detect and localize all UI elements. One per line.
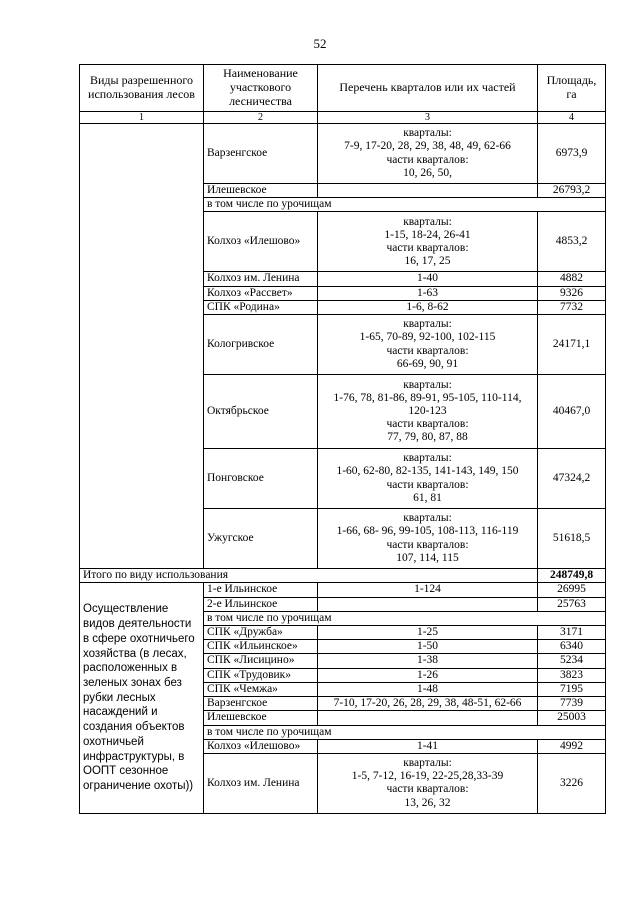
forest-use-table — [79, 64, 606, 814]
forestry-name: СПК «Чемжа» — [204, 682, 318, 696]
forestry-name: СПК «Лисицино» — [204, 654, 318, 668]
quarters-cell — [318, 286, 538, 300]
quarters-line: 77, 79, 80, 87, 88 — [387, 431, 468, 444]
area-value: 26793,2 — [538, 184, 606, 198]
area-value: 3823 — [538, 668, 606, 682]
area-value: 24171,1 — [538, 315, 606, 375]
quarters-line: кварталы: — [403, 215, 452, 228]
area-value: 4992 — [538, 739, 606, 753]
quarters-line: 1-124 — [414, 583, 441, 596]
quarters-line: кварталы: — [403, 378, 452, 391]
quarters-line: 107, 114, 115 — [396, 551, 459, 564]
forestry-name: Колхоз «Рассвет» — [204, 286, 318, 300]
quarters-line: кварталы: — [403, 452, 452, 465]
header-number: 2 — [204, 112, 318, 124]
area-value: 4853,2 — [538, 212, 606, 272]
quarters-cell — [318, 597, 538, 611]
quarters-line: части кварталов: — [386, 241, 469, 254]
quarters-line: 1-40 — [416, 272, 439, 285]
quarters-line: части кварталов: — [386, 344, 469, 357]
area-value: 25003 — [538, 711, 606, 725]
area-value: 9326 — [538, 286, 606, 300]
header-cell: Наименование участкового лесничества — [204, 65, 318, 112]
area-value: 4882 — [538, 272, 606, 286]
quarters-line: 7-9, 17-20, 28, 29, 38, 48, 49, 62-66 — [344, 140, 511, 153]
area-value: 6340 — [538, 640, 606, 654]
quarters-line: 1-26 — [416, 668, 439, 681]
area-value: 7195 — [538, 682, 606, 696]
forestry-name: Илешевское — [204, 184, 318, 198]
quarters-cell — [318, 697, 538, 711]
quarters-cell — [318, 124, 538, 184]
forestry-name: Колхоз «Илешово» — [204, 739, 318, 753]
total-label: Итого по виду использования — [80, 569, 538, 583]
quarters-cell — [318, 212, 538, 272]
quarters-line: 1-15, 18-24, 26-41 — [384, 228, 471, 241]
subheading-cell: в том числе по урочищам — [204, 198, 606, 212]
quarters-line: 1-48 — [416, 682, 439, 695]
forestry-name: Понговское — [204, 449, 318, 509]
quarters-line: 10, 26, 50, — [403, 166, 452, 179]
quarters-cell — [318, 640, 538, 654]
header-row — [80, 65, 606, 112]
quarters-cell — [318, 753, 538, 813]
table-row — [80, 124, 606, 184]
usage-type-cell: Осуществление видов деятельности в сфере охотничьего хозяйства (в лесах, расположенных в зеленых зонах без рубки лесных насаждений и создания объектов охотничьей инфраструктуры, в ООПТ сезонное ограничение охоты)) — [80, 583, 204, 814]
forestry-name: Октябрьское — [204, 375, 318, 449]
quarters-line: части кварталов: — [386, 783, 469, 796]
quarters-line: 1-50 — [416, 640, 439, 653]
area-value: 7732 — [538, 300, 606, 314]
forestry-name: СПК «Родина» — [204, 300, 318, 314]
area-value: 25763 — [538, 597, 606, 611]
quarters-line: 1-65, 70-89, 92-100, 102-115 — [359, 331, 496, 344]
quarters-line: 61, 81 — [413, 491, 442, 504]
quarters-cell — [318, 509, 538, 569]
table-row — [80, 583, 606, 597]
quarters-line: 7-10, 17-20, 26, 28, 29, 38, 48-51, 62-66 — [333, 697, 522, 710]
subheading-cell: в том числе по урочищам — [204, 725, 606, 739]
quarters-cell — [318, 625, 538, 639]
subheading-cell: в том числе по урочищам — [204, 611, 606, 625]
forestry-name: Ужугское — [204, 509, 318, 569]
quarters-line: 1-6, 8-62 — [406, 300, 449, 313]
quarters-line: 1-38 — [416, 654, 439, 667]
area-value: 3171 — [538, 625, 606, 639]
quarters-line: 1-5, 7-12, 16-19, 22-25,28,33-39 — [351, 770, 504, 783]
area-value: 5234 — [538, 654, 606, 668]
usage-type-cell — [80, 124, 204, 569]
quarters-line: 1-41 — [416, 739, 439, 752]
quarters-cell — [318, 668, 538, 682]
quarters-line: кварталы: — [403, 127, 452, 140]
header-cell: Площадь, га — [538, 65, 606, 112]
forestry-name: Колхоз им. Ленина — [204, 753, 318, 813]
forestry-name: Илешевское — [204, 711, 318, 725]
quarters-line: 1-60, 62-80, 82-135, 141-143, 149, 150 — [336, 465, 519, 478]
area-value: 3226 — [538, 753, 606, 813]
quarters-line: 13, 26, 32 — [404, 796, 451, 809]
area-value: 47324,2 — [538, 449, 606, 509]
area-value: 40467,0 — [538, 375, 606, 449]
quarters-line: 1-76, 78, 81-86, 89-91, 95-105, 110-114, — [333, 391, 522, 404]
area-value: 6973,9 — [538, 124, 606, 184]
area-value: 51618,5 — [538, 509, 606, 569]
forestry-name: Колхоз «Илешово» — [204, 212, 318, 272]
quarters-line: 1-25 — [416, 625, 439, 638]
quarters-cell — [318, 711, 538, 725]
header-number-row — [80, 112, 606, 124]
header-number: 3 — [318, 112, 538, 124]
quarters-line: части кварталов: — [386, 418, 469, 431]
header-cell: Перечень кварталов или их частей — [318, 65, 538, 112]
quarters-line: 120-123 — [408, 404, 447, 417]
quarters-line: части кварталов: — [386, 538, 469, 551]
header-number: 1 — [80, 112, 204, 124]
quarters-line: 66-69, 90, 91 — [396, 357, 459, 370]
forestry-name: Варзенгское — [204, 697, 318, 711]
quarters-cell — [318, 739, 538, 753]
quarters-line: части кварталов: — [386, 153, 469, 166]
forestry-name: 1-е Ильинское — [204, 583, 318, 597]
quarters-cell — [318, 583, 538, 597]
quarters-cell — [318, 300, 538, 314]
area-value: 7739 — [538, 697, 606, 711]
quarters-line: кварталы: — [403, 757, 452, 769]
forestry-name: СПК «Трудовик» — [204, 668, 318, 682]
header-number: 4 — [538, 112, 606, 124]
forestry-name: Кологривское — [204, 315, 318, 375]
quarters-line: 1-63 — [416, 286, 439, 299]
quarters-line: части кварталов: — [386, 478, 469, 491]
quarters-line: 1-66, 68- 96, 99-105, 108-113, 116-119 — [336, 525, 519, 538]
quarters-cell — [318, 184, 538, 198]
forestry-name: 2-е Ильинское — [204, 597, 318, 611]
forestry-name: Варзенгское — [204, 124, 318, 184]
quarters-cell — [318, 272, 538, 286]
quarters-cell — [318, 654, 538, 668]
area-value: 26995 — [538, 583, 606, 597]
total-value: 248749,8 — [538, 569, 606, 583]
quarters-cell — [318, 449, 538, 509]
quarters-cell — [318, 375, 538, 449]
quarters-line: 16, 17, 25 — [404, 255, 451, 268]
quarters-line: кварталы: — [403, 512, 452, 525]
quarters-cell — [318, 315, 538, 375]
forestry-name: СПК «Дружба» — [204, 625, 318, 639]
page-number: 52 — [313, 36, 327, 51]
quarters-cell — [318, 682, 538, 696]
forestry-name: СПК «Ильинское» — [204, 640, 318, 654]
header-cell: Виды разрешенного использования лесов — [80, 65, 204, 112]
forestry-name: Колхоз им. Ленина — [204, 272, 318, 286]
total-row — [80, 569, 606, 583]
quarters-line: кварталы: — [403, 318, 452, 331]
